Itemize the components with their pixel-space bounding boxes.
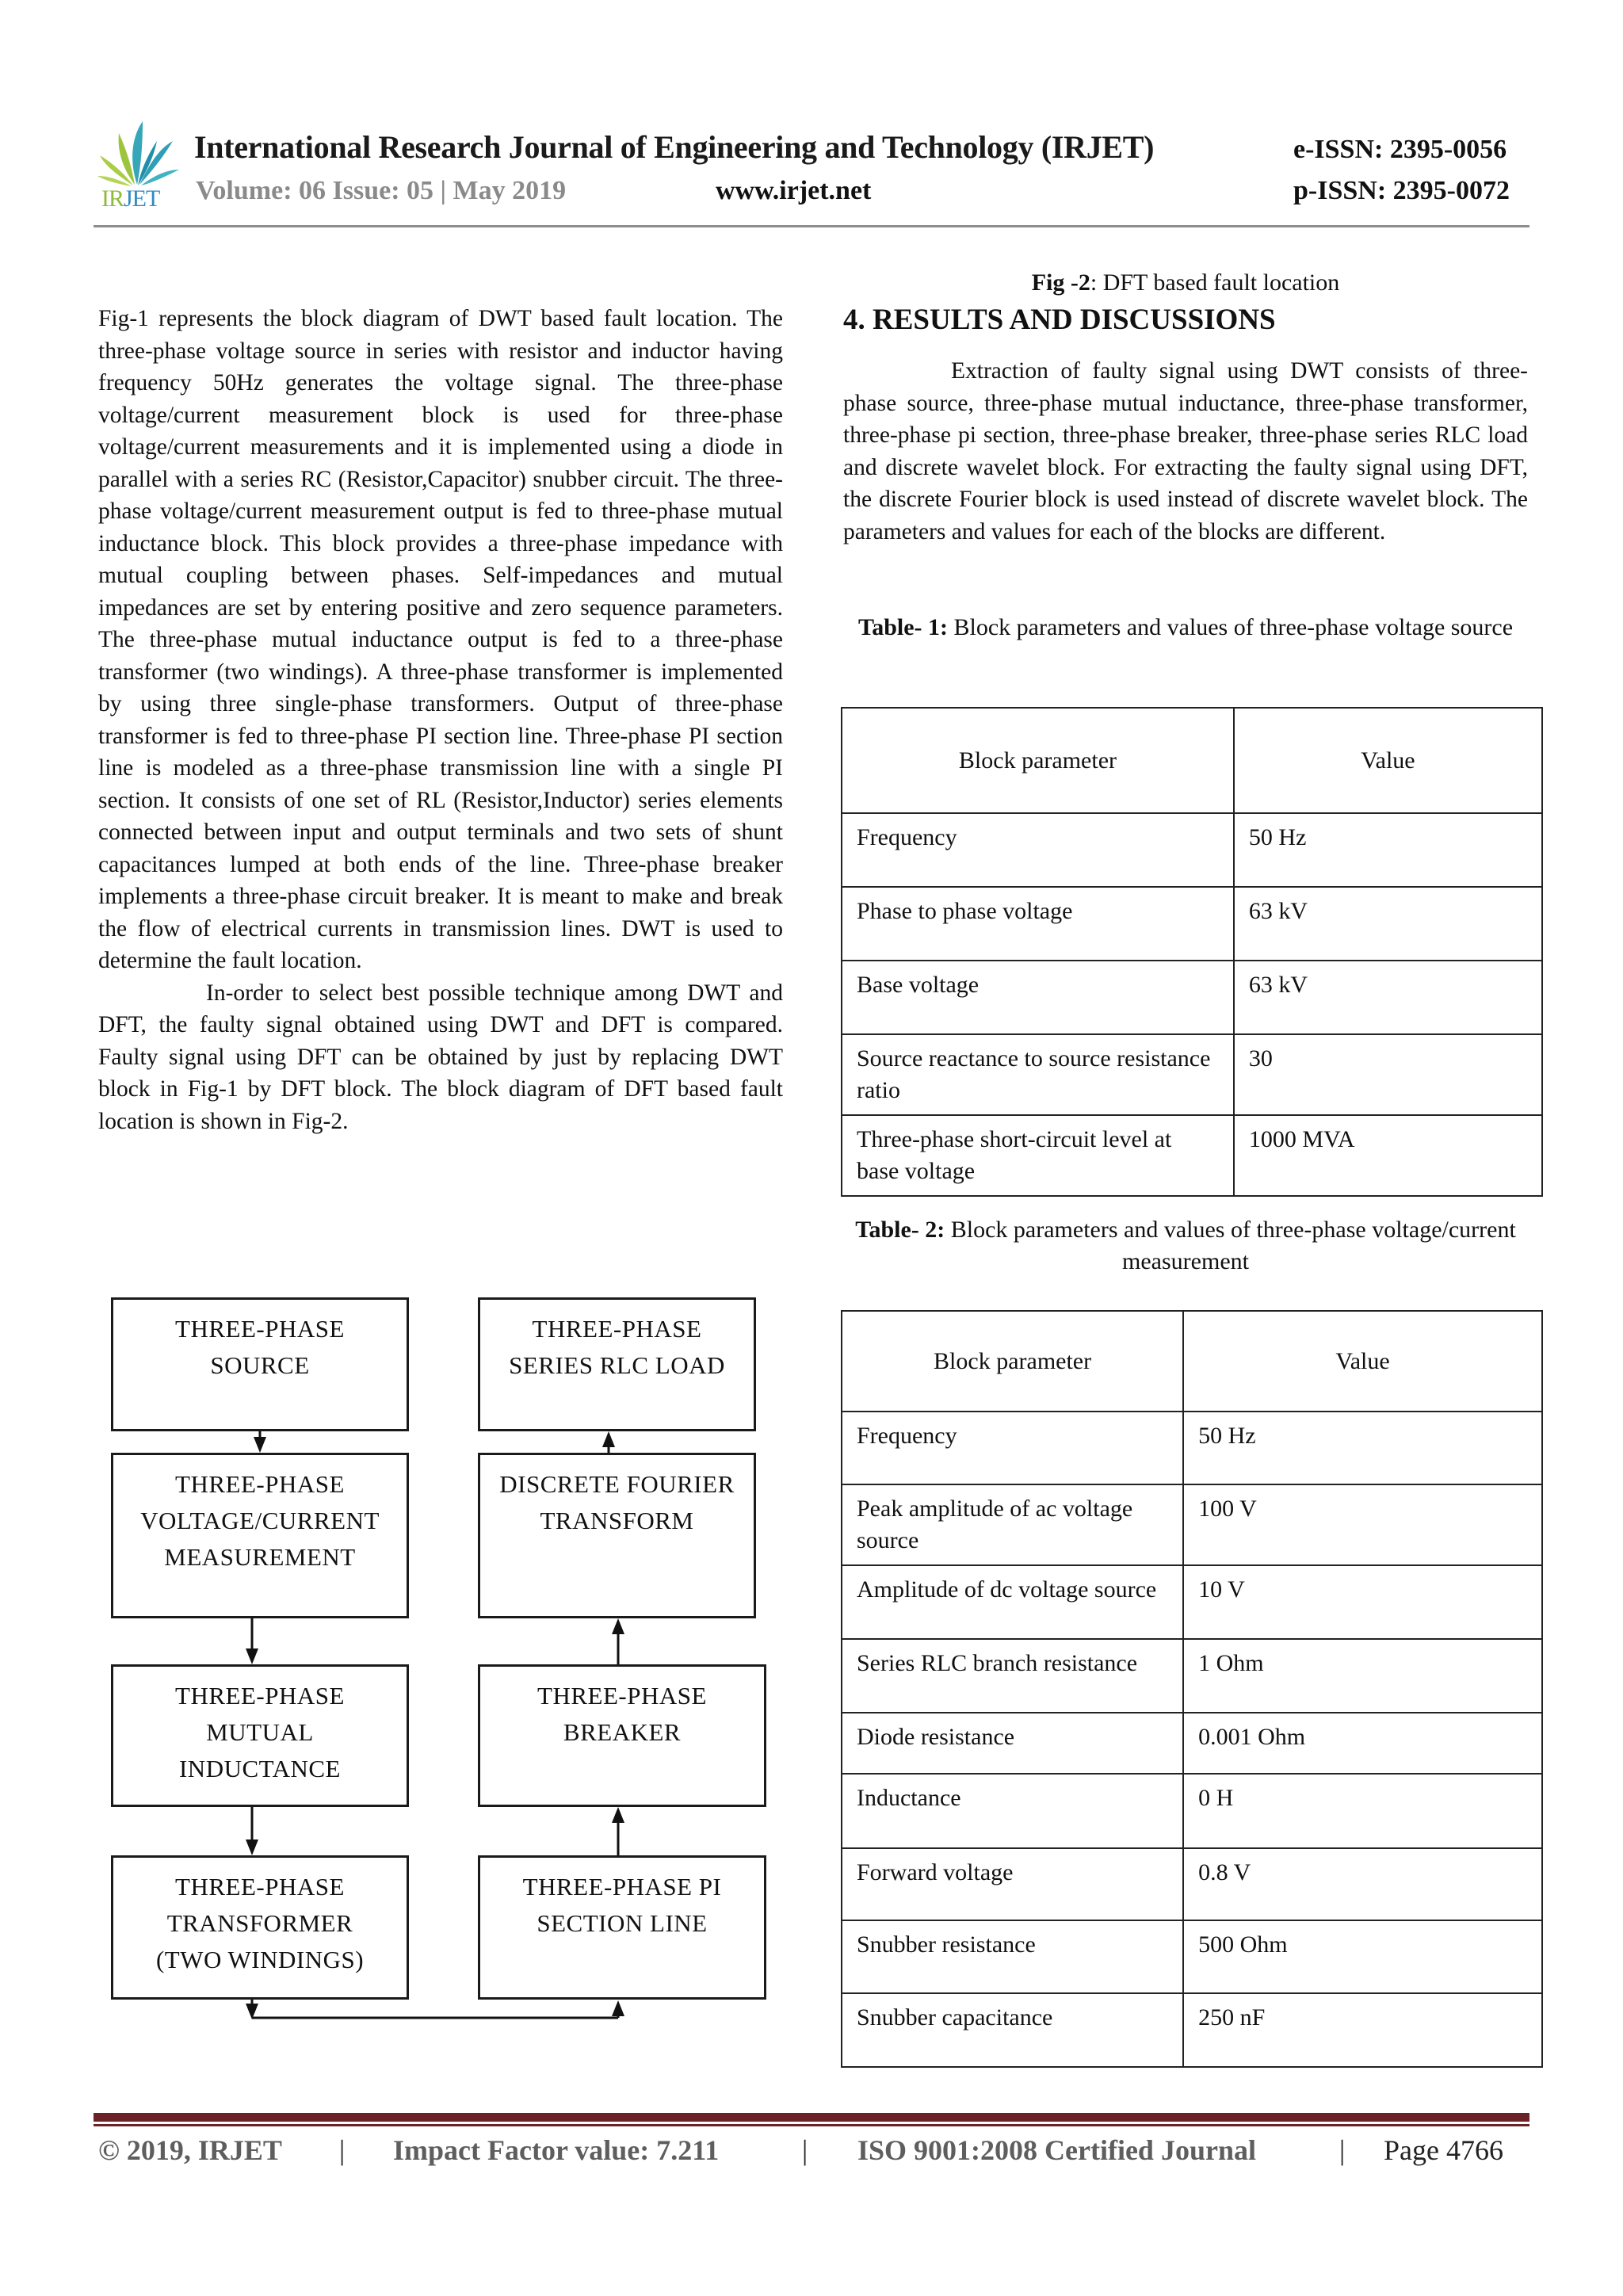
table-row xyxy=(842,813,1542,887)
section-heading: 4. RESULTS AND DISCUSSIONS xyxy=(843,304,1276,336)
block-discrete-fourier-transform: DISCRETE FOURIER TRANSFORM xyxy=(478,1453,756,1618)
param-cell: Inductance xyxy=(842,1774,1183,1848)
block-breaker: THREE-PHASE BREAKER xyxy=(478,1664,766,1807)
value-cell: 100 V xyxy=(1183,1484,1542,1565)
figure-caption: Fig -2: DFT based fault location xyxy=(1031,269,1340,296)
table-row xyxy=(842,1034,1542,1115)
table-row xyxy=(842,1713,1542,1774)
irjet-logo xyxy=(94,117,181,212)
header-divider xyxy=(94,225,1529,227)
column-header: Block parameter xyxy=(842,708,1234,813)
table-row xyxy=(842,1774,1542,1848)
p-issn: p-ISSN: 2395-0072 xyxy=(1293,176,1510,205)
footer-bar xyxy=(94,2113,1529,2122)
footer-bar-thin xyxy=(94,2124,1529,2126)
value-cell: 63 kV xyxy=(1234,887,1542,961)
param-cell: Phase to phase voltage xyxy=(842,887,1234,961)
journal-website-link[interactable]: www.irjet.net xyxy=(716,176,872,205)
logo-wordmark: IRJET xyxy=(101,185,160,212)
param-cell: Peak amplitude of ac voltage source xyxy=(842,1484,1183,1565)
value-cell: 0 H xyxy=(1183,1774,1542,1848)
value-cell: 50 Hz xyxy=(1183,1412,1542,1484)
block-mutual-inductance: THREE-PHASE MUTUAL INDUCTANCE xyxy=(111,1664,409,1807)
table-row xyxy=(842,961,1542,1034)
volume-issue: Volume: 06 Issue: 05 | May 2019 xyxy=(196,176,567,205)
footer-separator: | xyxy=(1339,2134,1346,2166)
footer-separator: | xyxy=(339,2134,346,2166)
body-paragraph-1: Fig-1 represents the block diagram of DWT based fault location. The three-phase voltage source in series with resistor and inductor having frequency 50Hz generates the voltage signal. The three-phase voltage/current measurement block is used for three-phase voltage/current measurements and it is implemented using a diode in parallel with a series RC (Resistor,Capacitor) snubber circuit. The three-phase voltage/current measurement output is fed to three-phase mutual inductance block. This block provides a three-phase impedance with mutual coupling between phases. Self-impedances and mutual impedances are set by entering positive and zero sequence parameters. The three-phase mutual inductance output is fed to a three-phase transformer (two windings). A three-phase transformer is implemented by using three single-phase transformers. Output of three-phase transformer is fed to three-phase PI section line. Three-phase PI section line is modeled as a three-phase transmission line with a single PI section. It consists of one set of RL (Resistor,Inductor) series elements connected between input and output terminals and two sets of shunt capacitances lumped at both ends of the line. Three-phase breaker implements a three-phase circuit breaker. It is meant to make and break the flow of electrical currents in transmission lines. DWT is used to determine the fault location. xyxy=(98,306,783,973)
param-cell: Diode resistance xyxy=(842,1713,1183,1774)
param-cell: Amplitude of dc voltage source xyxy=(842,1565,1183,1639)
table-row xyxy=(842,1639,1542,1713)
journal-title: International Research Journal of Engineering and Technology (IRJET) xyxy=(194,129,1155,165)
param-cell: Frequency xyxy=(842,1412,1183,1484)
footer-copyright: © 2019, IRJET xyxy=(98,2134,282,2166)
value-cell: 30 xyxy=(1234,1034,1542,1115)
table-row xyxy=(842,887,1542,961)
param-cell: Snubber resistance xyxy=(842,1920,1183,1993)
value-cell: 0.001 Ohm xyxy=(1183,1713,1542,1774)
column-header: Block parameter xyxy=(842,1311,1183,1412)
table2-caption: Table- 2: Block parameters and values of three-phase voltage/current measurement xyxy=(855,1217,1516,1274)
value-cell: 500 Ohm xyxy=(1183,1920,1542,1993)
table1-voltage-source xyxy=(841,707,1543,1197)
value-cell: 63 kV xyxy=(1234,961,1542,1034)
param-cell: Snubber capacitance xyxy=(842,1993,1183,2067)
column-header: Value xyxy=(1234,708,1542,813)
value-cell: 0.8 V xyxy=(1183,1848,1542,1920)
table-row xyxy=(842,1993,1542,2067)
param-cell: Base voltage xyxy=(842,961,1234,1034)
param-cell: Forward voltage xyxy=(842,1848,1183,1920)
right-column-text xyxy=(843,355,1528,548)
e-issn: e-ISSN: 2395-0056 xyxy=(1293,135,1507,164)
param-cell: Source reactance to source resistance ratio xyxy=(842,1034,1234,1115)
table-row xyxy=(842,1565,1542,1639)
table-row xyxy=(842,1484,1542,1565)
table-header-row xyxy=(842,708,1542,813)
block-voltage-current-measurement: THREE-PHASE VOLTAGE/CURRENT MEASUREMENT xyxy=(111,1453,409,1618)
value-cell: 1 Ohm xyxy=(1183,1639,1542,1713)
left-column xyxy=(98,303,783,1137)
block-three-phase-source: THREE-PHASE SOURCE xyxy=(111,1297,409,1431)
param-cell: Frequency xyxy=(842,813,1234,887)
column-header: Value xyxy=(1183,1311,1542,1412)
footer-page-number: Page 4766 xyxy=(1384,2134,1503,2166)
block-pi-section-line: THREE-PHASE PI SECTION LINE xyxy=(478,1855,766,2000)
table-header-row xyxy=(842,1311,1542,1412)
results-paragraph: Extraction of faulty signal using DWT consists of three-phase source, three-phase mutual inductance, three-phase transformer, three-phase pi section, three-phase breaker, three-phase series RLC load and discrete wavelet block. For extracting the faulty signal using DFT, the discrete Fourier block is used instead of discrete wavelet block. The parameters and values for each of the blocks are different. xyxy=(843,358,1528,544)
table2-measurement xyxy=(841,1310,1543,2068)
value-cell: 1000 MVA xyxy=(1234,1115,1542,1196)
block-series-rlc-load: THREE-PHASE SERIES RLC LOAD xyxy=(478,1297,756,1431)
table-row xyxy=(842,1920,1542,1993)
leaf-logo-icon xyxy=(94,117,181,189)
footer-iso: ISO 9001:2008 Certified Journal xyxy=(857,2134,1256,2166)
footer-impact-factor: Impact Factor value: 7.211 xyxy=(393,2134,720,2166)
block-transformer: THREE-PHASE TRANSFORMER (TWO WINDINGS) xyxy=(111,1855,409,2000)
table-row xyxy=(842,1412,1542,1484)
table-row xyxy=(842,1115,1542,1196)
value-cell: 250 nF xyxy=(1183,1993,1542,2067)
footer-separator: | xyxy=(802,2134,808,2166)
body-paragraph-2: In-order to select best possible technique among DWT and DFT, the faulty signal obtained using DWT and DFT is compared. Faulty signal using DFT can be obtained by just by replacing DWT block in Fig-1 by DFT block. The block diagram of DFT based fault location is shown in Fig-2. xyxy=(98,980,783,1134)
value-cell: 10 V xyxy=(1183,1565,1542,1639)
param-cell: Three-phase short-circuit level at base voltage xyxy=(842,1115,1234,1196)
value-cell: 50 Hz xyxy=(1234,813,1542,887)
table1-caption: Table- 1: Block parameters and values of three-phase voltage source xyxy=(857,614,1514,640)
table-row xyxy=(842,1848,1542,1920)
param-cell: Series RLC branch resistance xyxy=(842,1639,1183,1713)
